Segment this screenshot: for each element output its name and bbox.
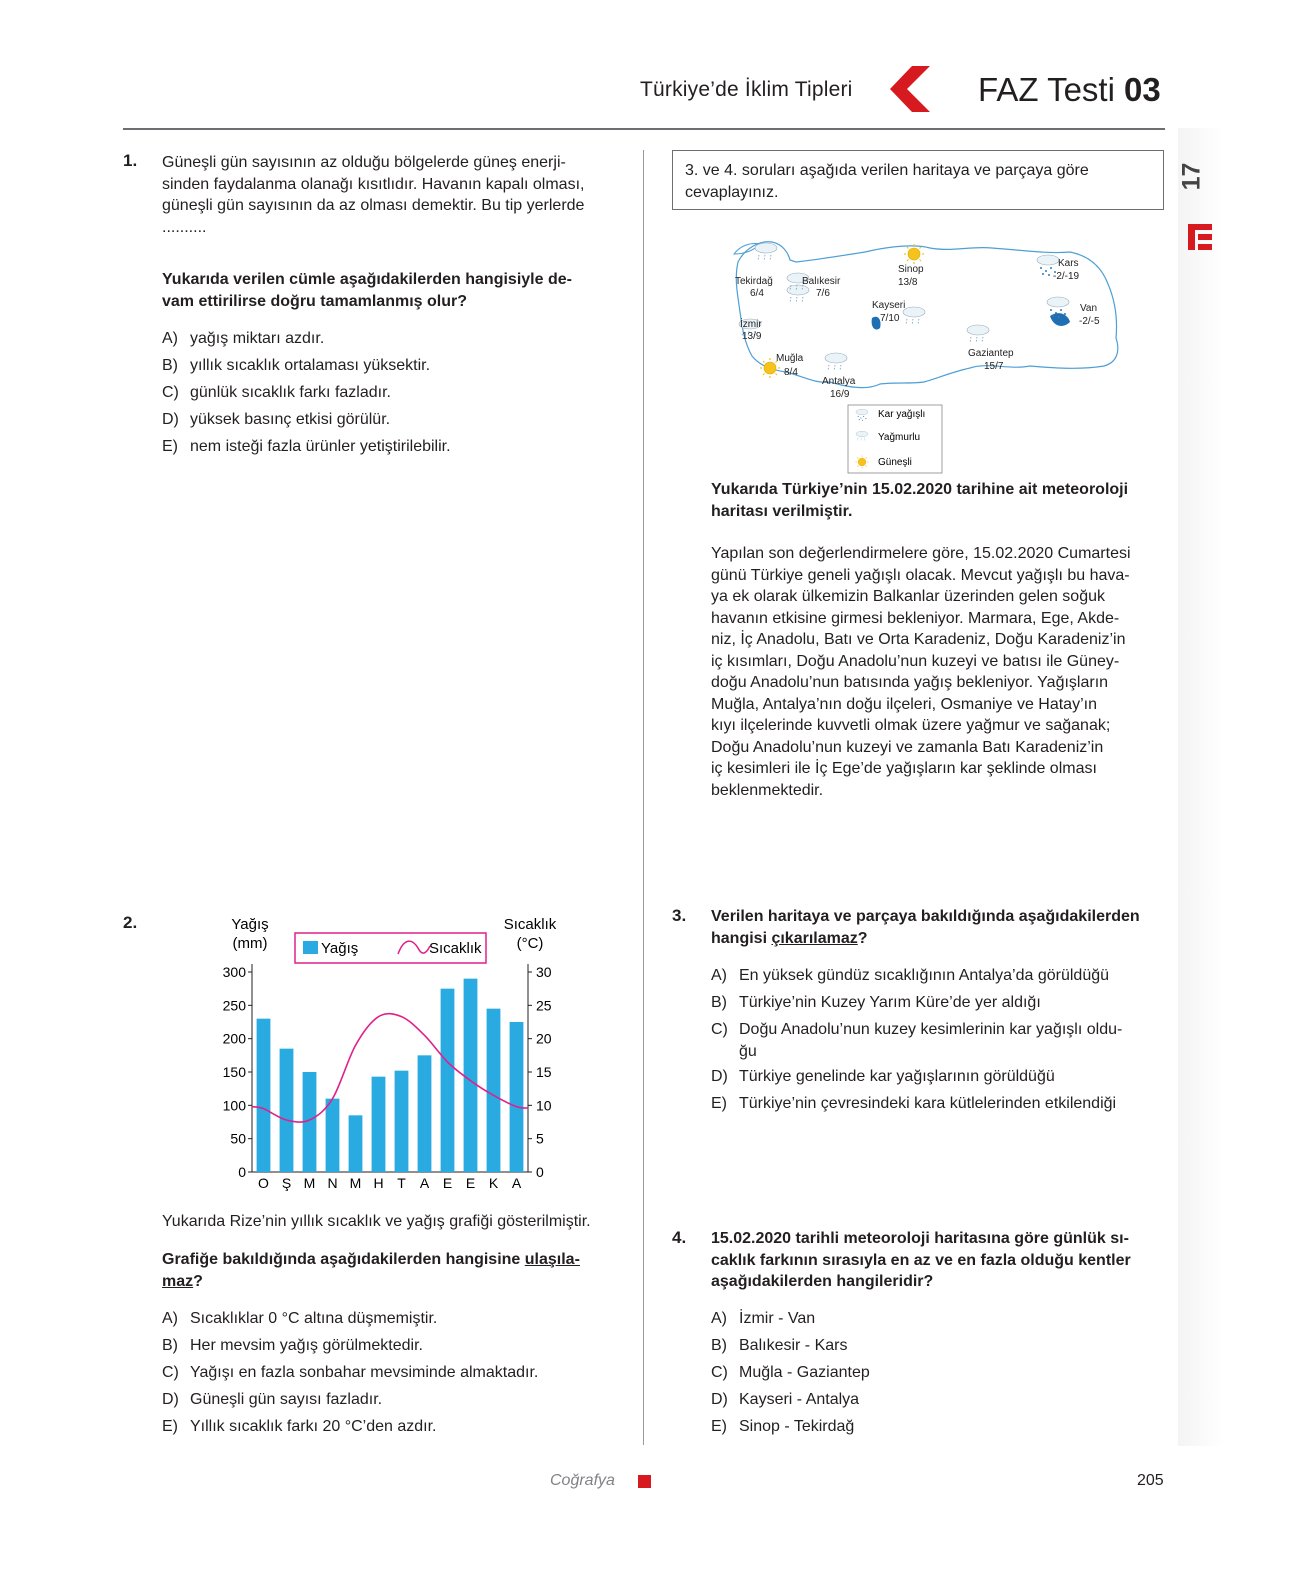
city-value: 6/4: [750, 288, 764, 299]
q2-caption: Yukarıda Rize’nin yıllık sıcaklık ve yağış grafiği gösterilmiştir.: [162, 1213, 591, 1230]
left-axis-title: Yağış: [231, 916, 269, 933]
option-a[interactable]: A) yağış miktarı azdır.: [162, 330, 325, 347]
precipitation-bar: [349, 1115, 363, 1172]
page-number: 205: [1137, 1472, 1164, 1489]
city-name: Van: [1080, 303, 1098, 314]
question-number: 4.: [672, 1228, 687, 1247]
city-name: Gaziantep: [968, 348, 1014, 359]
section-title: Türkiye’de İklim Tipleri: [640, 78, 853, 101]
precipitation-bar: [464, 979, 478, 1172]
x-tick-label: E: [465, 1175, 476, 1191]
city-value: 16/9: [830, 389, 850, 400]
option-e[interactable]: E) nem isteği fazla ürünler yetiştirilebilir.: [162, 438, 451, 455]
option-d[interactable]: D) Kayseri - Antalya: [711, 1391, 860, 1408]
precipitation-bar: [280, 1049, 294, 1172]
right-tick-label: 0: [536, 1164, 544, 1180]
rain-icon: [755, 243, 777, 261]
precipitation-bar: [257, 1019, 271, 1172]
city-value: 13/8: [898, 277, 918, 288]
column-divider: [643, 150, 644, 1445]
left-tick-label: 300: [222, 964, 246, 980]
precipitation-bar: [395, 1071, 409, 1172]
sidebar-page-number: 17: [1177, 162, 1206, 191]
option-b[interactable]: B) Türkiye’nin Kuzey Yarım Küre’de yer aldığı: [711, 994, 1041, 1011]
option-a[interactable]: A) En yüksek gündüz sıcaklığının Antalya’da görüldüğü: [711, 967, 1110, 984]
precipitation-bar: [441, 989, 455, 1172]
option-e[interactable]: E) Sinop - Tekirdağ: [711, 1418, 855, 1435]
x-tick-label: M: [303, 1175, 316, 1191]
option-e[interactable]: E) Yıllık sıcaklık farkı 20 °C’den azdır.: [162, 1418, 437, 1435]
option-b[interactable]: B) Her mevsim yağış görülmektedir.: [162, 1337, 423, 1354]
x-tick-label: O: [258, 1175, 269, 1191]
x-tick-label: A: [511, 1175, 522, 1191]
precipitation-bar: [372, 1077, 386, 1172]
q1-question: Yukarıda verilen cümle aşağıdakilerden hangisiyle de- vam ettirilirse doğru tamamlanmış olur?: [162, 271, 572, 310]
city-name: Sinop: [898, 264, 924, 275]
climate-chart: [200, 910, 570, 1200]
right-tick-label: 25: [536, 997, 552, 1014]
faz-logo-icon: [1186, 222, 1214, 252]
city-name: Kayseri: [872, 300, 906, 311]
q4-options: [711, 1305, 870, 1440]
header-divider: [123, 128, 1165, 130]
left-tick-label: 250: [222, 997, 246, 1014]
city-value: 7/10: [880, 313, 900, 324]
right-tick-label: 15: [536, 1064, 552, 1080]
x-tick-label: Ş: [281, 1175, 292, 1191]
precipitation-bar: [418, 1055, 432, 1172]
right-axis-title: Sıcaklık: [503, 916, 557, 933]
precipitation-bar: [510, 1022, 524, 1172]
left-tick-label: 100: [222, 1097, 246, 1114]
x-tick-label: N: [327, 1175, 338, 1191]
footer-subject: Coğrafya: [550, 1472, 615, 1489]
question-number: 3.: [672, 906, 687, 925]
q2-question: Grafiğe bakıldığında aşağıdakilerden hangisine ulaşıla- maz?: [162, 1251, 580, 1290]
q3-options: [711, 962, 1122, 1117]
map-caption: Yukarıda Türkiye’nin 15.02.2020 tarihine ait meteoroloji haritası verilmiştir.: [711, 481, 1129, 520]
city-value: -2/-19: [1053, 271, 1080, 282]
option-c[interactable]: C) Yağışı en fazla sonbahar mevsiminde almaktadır.: [162, 1364, 539, 1381]
legend-bar-label: Yağış: [321, 940, 359, 957]
chevron-left-icon: [890, 66, 932, 112]
rain-icon: [903, 307, 925, 325]
q4-question: 15.02.2020 tarihli meteoroloji haritasına göre günlük sı- caklık farkının sırasıyla en az ve en fazla olduğu kentler aşağıdakilerden hangileridir?: [711, 1230, 1131, 1290]
rain-icon: [825, 353, 847, 371]
q1-options: [162, 325, 451, 460]
right-tick-label: 5: [536, 1130, 544, 1147]
city-name: İzmir: [740, 319, 762, 330]
city-name: Antalya: [822, 376, 856, 387]
test-number: 03: [1124, 71, 1161, 108]
q3-question: Verilen haritaya ve parçaya bakıldığında aşağıdakilerden hangisi çıkarılamaz?: [711, 908, 1140, 947]
legend-bar-swatch: [303, 941, 318, 954]
rain-icon: [787, 285, 809, 303]
instruction-box: 3. ve 4. soruları aşağıda verilen haritaya ve parçaya göre cevaplayınız.: [672, 150, 1164, 210]
city-value: 8/4: [784, 367, 798, 378]
right-tick-label: 30: [536, 964, 552, 980]
sidebar: [1178, 128, 1224, 1446]
city-value: 13/9: [742, 331, 762, 342]
rain-icon: [967, 325, 989, 343]
sun-icon: [904, 244, 924, 264]
q1-stem: Güneşli gün sayısının az olduğu bölgelerde güneş enerji- sinden faydalanma olanağı kısıtlıdır. Havanın kapalı olması, güneşli gün sayısının da az olması demektir. Bu tip yerlerde ..........: [162, 154, 585, 236]
option-d[interactable]: D) yüksek basınç etkisi görülür.: [162, 411, 391, 428]
legend-line-swatch: [398, 941, 430, 954]
weather-map: [730, 232, 1130, 480]
option-d[interactable]: D) Türkiye genelinde kar yağışlarının görüldüğü: [711, 1068, 1055, 1085]
option-c[interactable]: C) Muğla - Gaziantep: [711, 1364, 870, 1381]
x-tick-label: M: [349, 1175, 362, 1191]
left-axis-unit: (mm): [232, 935, 268, 952]
test-label: FAZ Testi: [978, 71, 1115, 108]
option-b[interactable]: B) Balıkesir - Kars: [711, 1337, 848, 1354]
x-tick-label: K: [488, 1175, 499, 1191]
option-a[interactable]: A) Sıcaklıklar 0 °C altına düşmemiştir.: [162, 1310, 438, 1327]
left-tick-label: 0: [238, 1164, 246, 1180]
city-value: -2/-5: [1079, 316, 1100, 327]
option-a[interactable]: A) İzmir - Van: [711, 1310, 816, 1327]
option-b[interactable]: B) yıllık sıcaklık ortalaması yüksektir.: [162, 357, 431, 374]
precipitation-bar: [326, 1099, 340, 1172]
x-tick-label: A: [419, 1175, 430, 1191]
x-tick-label: E: [442, 1175, 453, 1191]
city-value: 15/7: [984, 361, 1004, 372]
legend-snow-label: Kar yağışlı: [878, 409, 926, 420]
question-number: 2.: [123, 913, 138, 932]
city-value: 7/6: [816, 288, 830, 299]
left-tick-label: 50: [230, 1130, 246, 1147]
reading-passage: Yapılan son değerlendirmelere göre, 15.02.2020 Cumartesi günü Türkiye geneli yağışlı olacak. Mevcut yağışlı bu hava- ya ek olarak ülkemizin Balkanlar üzerinden gelen soğuk havanın etkisine girmesi bekleniyor. Marmara, Ege, Akde- niz, İç Anadolu, Batı ve Orta Karadeniz, Doğu Karadeniz’in iç kısımları, Doğu Anadolu’nun kuzeyi ve batısı ile Güney- doğu Anadolu’nun batısında yağış bekleniyor. Yağışların Muğla, Antalya’nın doğu ilçeleri, Osmaniye ve Hatay’ın kıyı ilçelerinde kuvvetli olmak üzere yağmur ve sağanak; Doğu Anadolu’nun kuzeyi ve zamanla Batı Karadeniz’in iç kesimleri ile İç Ege’de yağışların kar şeklinde olması beklenmektedir.: [711, 545, 1131, 799]
city-name: Balıkesir: [802, 276, 841, 287]
legend-line-label: Sıcaklık: [429, 940, 482, 957]
right-tick-label: 10: [536, 1097, 552, 1114]
q2-options: [162, 1305, 538, 1440]
footer-square-icon: [638, 1475, 651, 1488]
option-c[interactable]: C) Doğu Anadolu’nun kuzey kesimlerinin kar yağışlı oldu- ğu: [711, 1021, 1123, 1060]
left-tick-label: 200: [222, 1030, 246, 1047]
legend-sun-label: Güneşli: [878, 457, 912, 468]
option-d[interactable]: D) Güneşli gün sayısı fazladır.: [162, 1391, 383, 1408]
option-c[interactable]: C) günlük sıcaklık farkı fazladır.: [162, 384, 391, 401]
right-tick-label: 20: [536, 1030, 552, 1047]
legend-rain-label: Yağmurlu: [878, 432, 921, 443]
left-tick-label: 150: [222, 1064, 246, 1080]
city-name: Muğla: [776, 353, 804, 364]
question-number: 1.: [123, 151, 138, 170]
x-tick-label: T: [397, 1175, 406, 1191]
right-axis-unit: (°C): [516, 935, 544, 952]
city-name: Kars: [1058, 258, 1079, 269]
x-tick-label: H: [373, 1175, 384, 1191]
precipitation-bar: [487, 1009, 501, 1172]
city-name: Tekirdağ: [735, 276, 773, 287]
option-e[interactable]: E) Türkiye’nin çevresindeki kara kütlelerinden etkilendiği: [711, 1095, 1117, 1112]
